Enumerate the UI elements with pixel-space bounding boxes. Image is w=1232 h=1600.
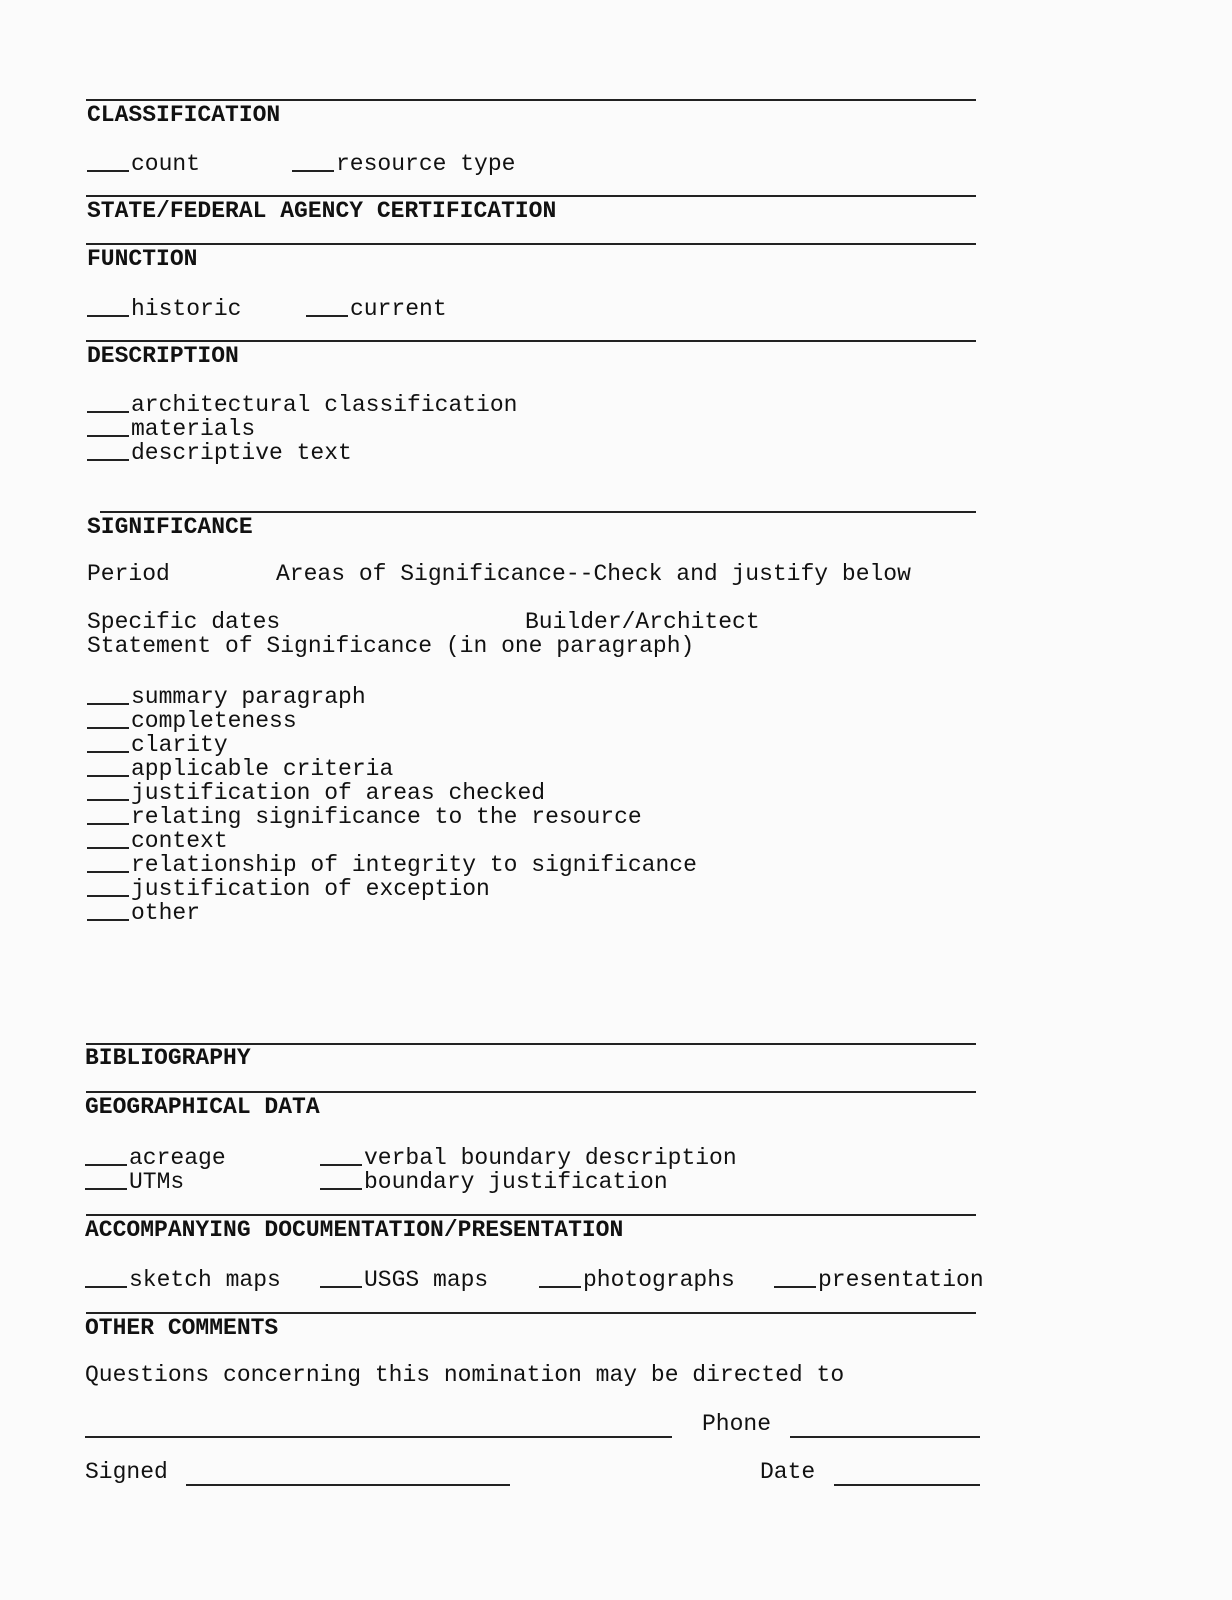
- check-blank[interactable]: [87, 731, 129, 753]
- check-blank[interactable]: [87, 707, 129, 729]
- phone-field[interactable]: [790, 1436, 980, 1438]
- label-count: count: [131, 151, 201, 177]
- checkbox-materials[interactable]: [87, 415, 255, 441]
- checkbox-presentation[interactable]: [774, 1266, 984, 1292]
- date-field[interactable]: [834, 1484, 980, 1486]
- check-blank[interactable]: [87, 827, 129, 849]
- label-statement-of-significance: Statement of Significance (in one paragraph): [87, 633, 695, 659]
- check-blank[interactable]: [292, 150, 334, 172]
- checkbox-utms[interactable]: [85, 1168, 184, 1194]
- checkbox-photographs[interactable]: [539, 1266, 735, 1292]
- label-completeness: completeness: [131, 708, 297, 734]
- signature-field[interactable]: [186, 1484, 510, 1486]
- checkbox-verbal-boundary[interactable]: [320, 1144, 737, 1170]
- label-justification-of-areas: justification of areas checked: [131, 780, 546, 806]
- check-blank[interactable]: [539, 1266, 581, 1288]
- check-blank[interactable]: [85, 1168, 127, 1190]
- label-justification-of-exception: justification of exception: [131, 876, 490, 902]
- label-utms: UTMs: [129, 1169, 185, 1195]
- label-applicable-criteria: applicable criteria: [131, 756, 394, 782]
- label-date: Date: [760, 1459, 816, 1485]
- label-summary-paragraph: summary paragraph: [131, 684, 366, 710]
- heading-function: FUNCTION: [87, 246, 198, 272]
- heading-bibliography: BIBLIOGRAPHY: [85, 1045, 251, 1071]
- label-historic: historic: [131, 296, 242, 322]
- heading-certification: STATE/FEDERAL AGENCY CERTIFICATION: [87, 198, 557, 224]
- checkbox-context[interactable]: [87, 827, 228, 853]
- checkbox-current[interactable]: [306, 295, 447, 321]
- label-materials: materials: [131, 416, 256, 442]
- check-blank[interactable]: [87, 875, 129, 897]
- checkbox-summary-paragraph[interactable]: [87, 683, 366, 709]
- label-period: Period: [87, 561, 170, 587]
- heading-description: DESCRIPTION: [87, 343, 239, 369]
- label-usgs-maps: USGS maps: [364, 1267, 489, 1293]
- check-blank[interactable]: [87, 803, 129, 825]
- label-context: context: [131, 828, 228, 854]
- check-blank[interactable]: [87, 755, 129, 777]
- label-presentation: presentation: [818, 1267, 984, 1293]
- label-specific-dates: Specific dates: [87, 609, 281, 635]
- checkbox-historic[interactable]: [87, 295, 241, 321]
- label-acreage: acreage: [129, 1145, 226, 1171]
- rule-description: [86, 340, 976, 342]
- heading-other-comments: OTHER COMMENTS: [85, 1315, 279, 1341]
- rule-certification: [86, 195, 976, 197]
- label-sketch-maps: sketch maps: [129, 1267, 281, 1293]
- rule-function: [86, 243, 976, 245]
- check-blank[interactable]: [320, 1144, 362, 1166]
- check-blank[interactable]: [306, 295, 348, 317]
- check-blank[interactable]: [87, 439, 129, 461]
- label-other: other: [131, 900, 201, 926]
- label-relating-significance: relating significance to the resource: [131, 804, 642, 830]
- checkbox-relationship-of-integrity[interactable]: [87, 851, 697, 877]
- label-descriptive-text: descriptive text: [131, 440, 352, 466]
- check-blank[interactable]: [87, 851, 129, 873]
- check-blank[interactable]: [87, 295, 129, 317]
- label-boundary-justification: boundary justification: [364, 1169, 668, 1195]
- label-areas-of-significance: Areas of Significance--Check and justify below: [276, 561, 911, 587]
- checkbox-sketch-maps[interactable]: [85, 1266, 281, 1292]
- check-blank[interactable]: [85, 1266, 127, 1288]
- label-relationship-of-integrity: relationship of integrity to significance: [131, 852, 697, 878]
- heading-significance: SIGNIFICANCE: [87, 514, 253, 540]
- checkbox-usgs-maps[interactable]: [320, 1266, 488, 1292]
- heading-classification: CLASSIFICATION: [87, 102, 281, 128]
- checkbox-justification-of-exception[interactable]: [87, 875, 490, 901]
- checkbox-completeness[interactable]: [87, 707, 297, 733]
- checkbox-justification-of-areas[interactable]: [87, 779, 545, 805]
- rule-geographical: [86, 1091, 976, 1093]
- checkbox-relating-significance[interactable]: [87, 803, 642, 829]
- label-photographs: photographs: [583, 1267, 735, 1293]
- checkbox-clarity[interactable]: [87, 731, 228, 757]
- checkbox-boundary-justification[interactable]: [320, 1168, 668, 1194]
- check-blank[interactable]: [87, 150, 129, 172]
- label-resource-type: resource type: [336, 151, 516, 177]
- check-blank[interactable]: [87, 391, 129, 413]
- rule-other-comments: [86, 1312, 976, 1314]
- label-verbal-boundary: verbal boundary description: [364, 1145, 737, 1171]
- checkbox-architectural-classification[interactable]: [87, 391, 517, 417]
- checkbox-count[interactable]: [87, 150, 200, 176]
- label-builder-architect: Builder/Architect: [525, 609, 760, 635]
- checkbox-descriptive-text[interactable]: [87, 439, 352, 465]
- checkbox-other[interactable]: [87, 899, 200, 925]
- check-blank[interactable]: [320, 1168, 362, 1190]
- check-blank[interactable]: [320, 1266, 362, 1288]
- check-blank[interactable]: [87, 415, 129, 437]
- rule-significance: [100, 511, 976, 513]
- rule-classification: [86, 99, 976, 101]
- label-signed: Signed: [85, 1459, 168, 1485]
- heading-geographical: GEOGRAPHICAL DATA: [85, 1094, 320, 1120]
- label-current: current: [350, 296, 447, 322]
- contact-name-field[interactable]: [85, 1436, 672, 1438]
- check-blank[interactable]: [774, 1266, 816, 1288]
- label-phone: Phone: [702, 1411, 772, 1437]
- label-questions: Questions concerning this nomination may be directed to: [85, 1362, 845, 1388]
- checkbox-resource-type[interactable]: [292, 150, 515, 176]
- check-blank[interactable]: [87, 899, 129, 921]
- check-blank[interactable]: [87, 779, 129, 801]
- label-clarity: clarity: [131, 732, 228, 758]
- rule-documentation: [86, 1214, 976, 1216]
- checkbox-applicable-criteria[interactable]: [87, 755, 393, 781]
- check-blank[interactable]: [85, 1144, 127, 1166]
- label-architectural-classification: architectural classification: [131, 392, 518, 418]
- check-blank[interactable]: [87, 683, 129, 705]
- heading-documentation: ACCOMPANYING DOCUMENTATION/PRESENTATION: [85, 1217, 624, 1243]
- checkbox-acreage[interactable]: [85, 1144, 226, 1170]
